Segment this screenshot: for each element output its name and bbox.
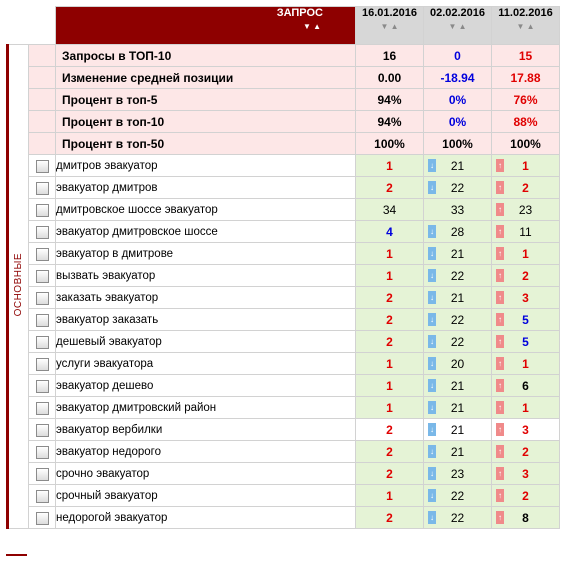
position-value: 21	[450, 290, 465, 305]
query-text: срочный эвакуатор	[56, 485, 356, 507]
table-row	[8, 375, 560, 397]
query-text: эвакуатор вербилки	[56, 419, 356, 441]
position-value: 1	[386, 378, 393, 393]
row-checkbox[interactable]	[36, 336, 49, 349]
position-cell	[492, 221, 560, 243]
position-value: 1	[386, 488, 393, 503]
row-select-cell[interactable]	[29, 353, 56, 375]
date-column-header[interactable]	[356, 7, 424, 45]
position-value: 5	[522, 312, 529, 327]
position-cell	[356, 507, 424, 529]
group-label: ОСНОВНЫЕ	[13, 253, 24, 317]
position-down-icon: ↓	[430, 403, 434, 412]
summary-label: Запросы в ТОП-10	[56, 45, 356, 67]
position-down-icon: ↓	[430, 315, 434, 324]
position-cell	[356, 309, 424, 331]
position-cell	[356, 441, 424, 463]
summary-value: 0	[424, 45, 492, 67]
position-cell	[356, 243, 424, 265]
position-cell	[492, 353, 560, 375]
row-select-cell[interactable]	[29, 155, 56, 177]
position-value: 21	[450, 158, 465, 173]
position-value: 3	[522, 290, 529, 305]
summary-row	[8, 67, 560, 89]
row-select-cell[interactable]	[29, 243, 56, 265]
row-select-cell[interactable]	[29, 375, 56, 397]
summary-value: 15	[492, 45, 560, 67]
row-checkbox[interactable]	[36, 292, 49, 305]
position-down-icon: ↓	[430, 249, 434, 258]
row-select-cell[interactable]	[29, 309, 56, 331]
date-header-label: 11.02.2016	[498, 7, 553, 19]
row-checkbox[interactable]	[36, 380, 49, 393]
query-text: срочно эвакуатор	[56, 463, 356, 485]
position-cell	[356, 331, 424, 353]
position-value: 21	[450, 400, 465, 415]
row-checkbox[interactable]	[36, 402, 49, 415]
row-checkbox[interactable]	[36, 314, 49, 327]
position-cell	[424, 155, 492, 177]
header-corner	[8, 7, 56, 45]
position-value: 1	[522, 356, 529, 371]
position-down-icon: ↓	[430, 359, 434, 368]
position-cell	[424, 485, 492, 507]
query-text: эвакуатор недорого	[56, 441, 356, 463]
position-value: 34	[382, 202, 397, 217]
position-cell	[492, 331, 560, 353]
position-value: 2	[386, 180, 393, 195]
summary-value: 100%	[356, 133, 424, 155]
position-value: 22	[450, 334, 465, 349]
table-row	[8, 463, 560, 485]
row-checkbox[interactable]	[36, 468, 49, 481]
query-text: эвакуатор дешево	[56, 375, 356, 397]
row-select-cell[interactable]	[29, 221, 56, 243]
table-row	[8, 331, 560, 353]
position-cell	[356, 419, 424, 441]
position-value: 2	[386, 466, 393, 481]
position-cell	[492, 243, 560, 265]
position-cell	[356, 397, 424, 419]
position-value: 21	[450, 444, 465, 459]
summary-value: 0.00	[356, 67, 424, 89]
summary-value: 0%	[424, 89, 492, 111]
position-cell	[424, 265, 492, 287]
position-value: 2	[386, 444, 393, 459]
table-row	[8, 221, 560, 243]
row-select-cell[interactable]	[29, 177, 56, 199]
group-label-cell	[8, 45, 29, 529]
position-cell	[356, 177, 424, 199]
summary-value: 94%	[356, 111, 424, 133]
position-up-icon: ↑	[498, 469, 502, 478]
summary-empty-cell	[29, 67, 56, 89]
position-up-icon: ↑	[498, 315, 502, 324]
query-text: дмитров эвакуатор	[56, 155, 356, 177]
header-row	[8, 7, 560, 45]
summary-empty-cell	[29, 133, 56, 155]
table-row	[8, 243, 560, 265]
position-up-icon: ↑	[498, 293, 502, 302]
position-down-icon: ↓	[430, 513, 434, 522]
row-checkbox[interactable]	[36, 490, 49, 503]
position-cell	[424, 199, 492, 221]
position-down-icon: ↓	[430, 271, 434, 280]
position-cell	[492, 309, 560, 331]
date-sort-arrows-icon[interactable]: ▼ ▲	[448, 22, 467, 31]
position-down-icon: ↓	[430, 337, 434, 346]
position-up-icon: ↑	[498, 513, 502, 522]
table-row	[8, 419, 560, 441]
position-value: 2	[386, 290, 393, 305]
row-checkbox[interactable]	[36, 512, 49, 525]
row-select-cell[interactable]	[29, 287, 56, 309]
date-column-header[interactable]	[424, 7, 492, 45]
row-select-cell[interactable]	[29, 507, 56, 529]
table-row	[8, 397, 560, 419]
date-header-label: 16.01.2016	[361, 7, 418, 19]
table-row	[8, 353, 560, 375]
date-header-label: 02.02.2016	[429, 7, 486, 19]
position-value: 1	[386, 400, 393, 415]
position-value: 28	[450, 224, 465, 239]
position-value: 1	[522, 158, 529, 173]
position-cell	[356, 287, 424, 309]
position-cell	[492, 287, 560, 309]
table-row	[8, 155, 560, 177]
position-cell	[424, 397, 492, 419]
query-text: эвакуатор дмитров	[56, 177, 356, 199]
position-value: 33	[450, 202, 465, 217]
summary-value: 100%	[424, 133, 492, 155]
position-cell	[356, 221, 424, 243]
row-select-cell[interactable]	[29, 265, 56, 287]
row-select-cell[interactable]	[29, 331, 56, 353]
position-value: 1	[386, 158, 393, 173]
query-header-label: ЗАПРОС	[276, 7, 323, 19]
summary-label: Процент в топ-5	[56, 89, 356, 111]
position-cell	[492, 265, 560, 287]
position-value: 1	[522, 246, 529, 261]
position-value: 2	[522, 268, 529, 283]
position-value: 23	[518, 202, 533, 217]
position-cell	[492, 463, 560, 485]
position-cell	[424, 463, 492, 485]
query-text: вызвать эвакуатор	[56, 265, 356, 287]
position-up-icon: ↑	[498, 403, 502, 412]
summary-value: 16	[356, 45, 424, 67]
position-cell	[492, 419, 560, 441]
position-value: 2	[386, 312, 393, 327]
position-cell	[424, 309, 492, 331]
position-cell	[356, 463, 424, 485]
position-cell	[492, 155, 560, 177]
row-select-cell[interactable]	[29, 485, 56, 507]
summary-value: 17.88	[492, 67, 560, 89]
table-row	[8, 287, 560, 309]
query-text: дмитровское шоссе эвакуатор	[56, 199, 356, 221]
position-cell	[424, 375, 492, 397]
position-cell	[492, 177, 560, 199]
position-value: 2	[386, 510, 393, 525]
summary-empty-cell	[29, 89, 56, 111]
row-checkbox[interactable]	[36, 424, 49, 437]
summary-label: Процент в топ-50	[56, 133, 356, 155]
position-value: 22	[450, 312, 465, 327]
row-select-cell[interactable]	[29, 199, 56, 221]
query-sort-arrows-icon[interactable]: ▼ ▲	[302, 22, 321, 31]
summary-row	[8, 133, 560, 155]
row-select-cell[interactable]	[29, 463, 56, 485]
row-checkbox[interactable]	[36, 226, 49, 239]
position-up-icon: ↑	[498, 425, 502, 434]
position-value: 5	[522, 334, 529, 349]
position-cell	[356, 353, 424, 375]
summary-row	[8, 89, 560, 111]
position-cell	[492, 507, 560, 529]
position-cell	[424, 331, 492, 353]
position-down-icon: ↓	[430, 161, 434, 170]
position-value: 11	[519, 224, 532, 239]
position-up-icon: ↑	[498, 337, 502, 346]
summary-value: 76%	[492, 89, 560, 111]
position-cell	[356, 199, 424, 221]
position-up-icon: ↑	[498, 183, 502, 192]
group-bottom-border	[6, 554, 27, 556]
position-value: 22	[450, 180, 465, 195]
table-row	[8, 309, 560, 331]
position-down-icon: ↓	[430, 469, 434, 478]
position-up-icon: ↑	[498, 205, 502, 214]
summary-label: Изменение средней позиции	[56, 67, 356, 89]
position-up-icon: ↑	[498, 249, 502, 258]
position-value: 21	[450, 378, 465, 393]
position-value: 2	[522, 488, 529, 503]
position-value: 6	[522, 378, 529, 393]
position-up-icon: ↑	[498, 227, 502, 236]
position-down-icon: ↓	[430, 491, 434, 500]
position-cell	[424, 419, 492, 441]
position-cell	[492, 199, 560, 221]
summary-empty-cell	[29, 45, 56, 67]
position-value: 3	[522, 466, 529, 481]
position-cell	[356, 155, 424, 177]
position-down-icon: ↓	[430, 293, 434, 302]
position-cell	[492, 441, 560, 463]
positions-report	[6, 6, 560, 529]
row-checkbox[interactable]	[36, 270, 49, 283]
position-value: 3	[522, 422, 529, 437]
table-row	[8, 441, 560, 463]
position-down-icon: ↓	[430, 425, 434, 434]
row-select-cell[interactable]	[29, 441, 56, 463]
query-text: эвакуатор дмитровский район	[56, 397, 356, 419]
date-sort-arrows-icon[interactable]: ▼ ▲	[516, 22, 535, 31]
position-cell	[356, 375, 424, 397]
position-value: 21	[450, 422, 465, 437]
position-up-icon: ↑	[498, 359, 502, 368]
summary-row	[8, 45, 560, 67]
position-cell	[424, 287, 492, 309]
table-row	[8, 177, 560, 199]
row-checkbox[interactable]	[36, 358, 49, 371]
position-down-icon: ↓	[430, 183, 434, 192]
date-column-header[interactable]	[492, 7, 560, 45]
position-value: 23	[450, 466, 465, 481]
summary-row	[8, 111, 560, 133]
position-value: 4	[386, 224, 393, 239]
table-row	[8, 265, 560, 287]
position-value: 20	[450, 356, 465, 371]
row-checkbox[interactable]	[36, 248, 49, 261]
position-value: 8	[522, 510, 529, 525]
summary-value: 100%	[492, 133, 560, 155]
summary-value: 0%	[424, 111, 492, 133]
position-value: 1	[386, 268, 393, 283]
summary-value: -18.94	[424, 67, 492, 89]
position-value: 1	[522, 400, 529, 415]
position-down-icon: ↓	[430, 227, 434, 236]
position-value: 1	[386, 356, 393, 371]
position-cell	[424, 243, 492, 265]
query-text: эвакуатор заказать	[56, 309, 356, 331]
position-value: 2	[522, 180, 529, 195]
row-checkbox[interactable]	[36, 160, 49, 173]
row-checkbox[interactable]	[36, 446, 49, 459]
query-column-header[interactable]	[56, 7, 356, 45]
position-up-icon: ↑	[498, 161, 502, 170]
position-cell	[424, 507, 492, 529]
position-value: 2	[386, 422, 393, 437]
position-value: 1	[386, 246, 393, 261]
row-select-cell[interactable]	[29, 397, 56, 419]
row-checkbox[interactable]	[36, 182, 49, 195]
query-text: эвакуатор дмитровское шоссе	[56, 221, 356, 243]
summary-value: 94%	[356, 89, 424, 111]
query-text: дешевый эвакуатор	[56, 331, 356, 353]
table-row	[8, 485, 560, 507]
summary-label: Процент в топ-10	[56, 111, 356, 133]
row-checkbox[interactable]	[36, 204, 49, 217]
position-value: 22	[450, 510, 465, 525]
query-text: недорогой эвакуатор	[56, 507, 356, 529]
position-cell	[424, 353, 492, 375]
position-value: 21	[450, 246, 465, 261]
position-up-icon: ↑	[498, 381, 502, 390]
position-cell	[356, 265, 424, 287]
position-cell	[356, 485, 424, 507]
position-cell	[424, 221, 492, 243]
position-up-icon: ↑	[498, 491, 502, 500]
position-cell	[492, 485, 560, 507]
query-text: заказать эвакуатор	[56, 287, 356, 309]
position-cell	[492, 375, 560, 397]
position-cell	[424, 177, 492, 199]
position-value: 22	[450, 488, 465, 503]
position-value: 2	[522, 444, 529, 459]
row-select-cell[interactable]	[29, 419, 56, 441]
position-down-icon: ↓	[430, 447, 434, 456]
query-text: услуги эвакуатора	[56, 353, 356, 375]
position-value: 22	[450, 268, 465, 283]
position-down-icon: ↓	[430, 381, 434, 390]
query-text: эвакуатор в дмитрове	[56, 243, 356, 265]
table-row	[8, 507, 560, 529]
table-row	[8, 199, 560, 221]
summary-value: 88%	[492, 111, 560, 133]
summary-empty-cell	[29, 111, 56, 133]
positions-table	[6, 6, 560, 529]
position-cell	[424, 441, 492, 463]
date-sort-arrows-icon[interactable]: ▼ ▲	[380, 22, 399, 31]
position-up-icon: ↑	[498, 447, 502, 456]
position-cell	[492, 397, 560, 419]
position-up-icon: ↑	[498, 271, 502, 280]
position-value: 2	[386, 334, 393, 349]
